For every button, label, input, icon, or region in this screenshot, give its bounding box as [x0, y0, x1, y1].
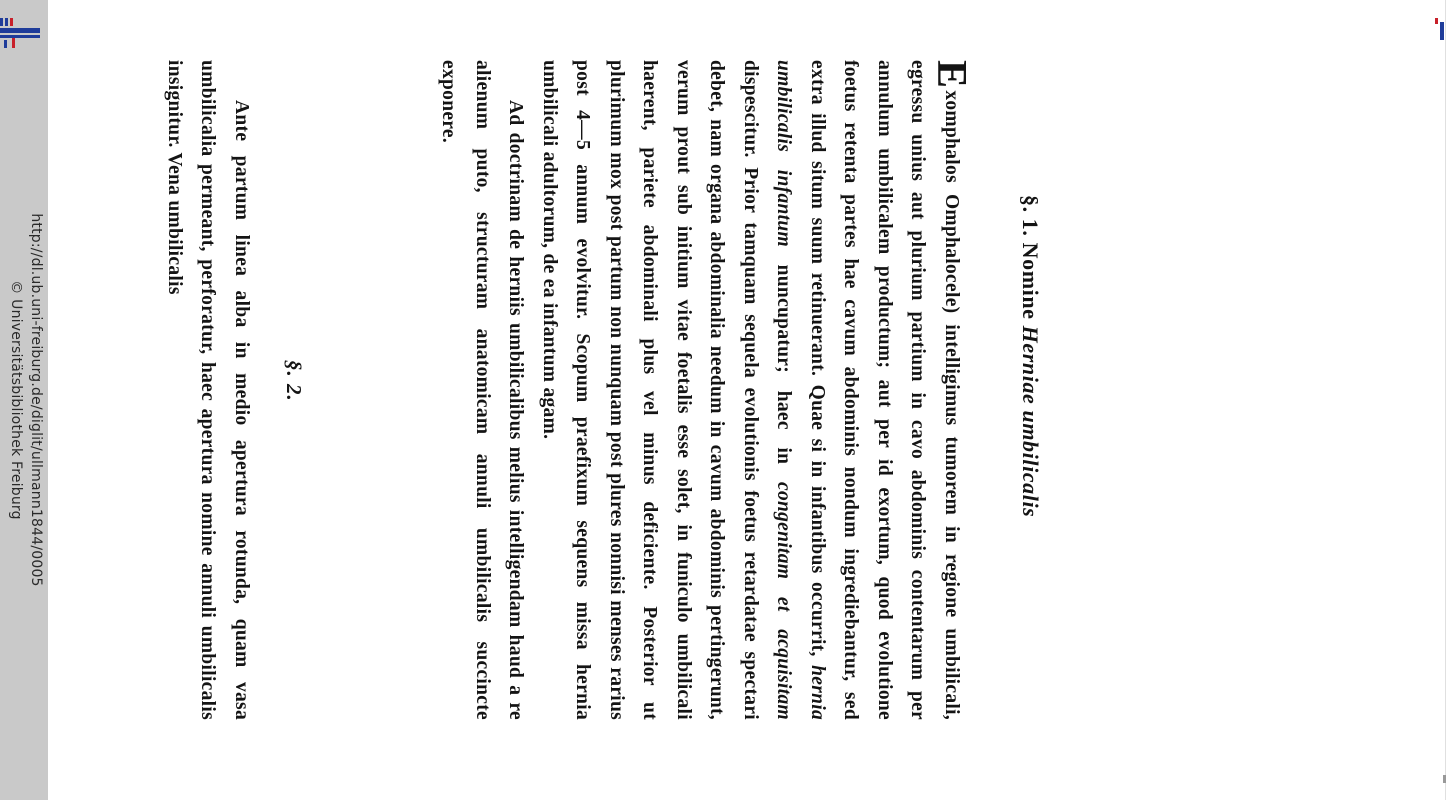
- section-1-number: §. 1.: [1018, 195, 1043, 237]
- drop-initial: E: [928, 60, 974, 89]
- section-1-title: Nomine: [1018, 242, 1043, 320]
- page-edge-marks: [1433, 0, 1448, 800]
- paragraph-1-part-b: nuncupatur; haec in: [773, 264, 795, 465]
- paragraph-3: Ante partum linea alba in medio apertura rotunda, quam vasa umbilicalia permeant, perforatur, haec apertura nomine annuli umbilicalis insignitur. Vena umbilicalis: [164, 60, 252, 720]
- section-2-heading: §. 2.: [282, 360, 306, 402]
- section-1-heading: [1016, 195, 1044, 715]
- credit-text: [2, 10, 46, 790]
- paragraph-1-italic-2: congenitam et acquisitam: [773, 481, 795, 720]
- section-2-body: [158, 60, 259, 720]
- rotated-book-page: [144, 60, 1044, 740]
- paragraph-1-part-c: dispescitur. Prior tamquam sequela evolutionis foetus retardatae spectari debet, nam organa abdominalia needum in cavum abdominis pertingerunt, verum prout sub initium vitae foetalis esse solet, in funiculo umbilicali haerent, pariete abdominali plus vel minus deficiente. Posterior ut plurimum mox post partum non nunquam post plures nonnisi menses rarius post 4—5 annum evolvitur. Scopum praefixum sequens missa hernia umbilicali adultorum, de ea infantum agam.: [539, 60, 761, 720]
- credit-owner: © Universitätsbibliothek Freiburg: [8, 280, 24, 520]
- paragraph-1-part-a: xomphalos Omphalocele) intelligimus tumorem in regione umbilicali, egressu unius aut plurium partium in cavo abdominis contentarum per annulum umbilicalem productum; aut per id exortum, quod evolutione foetus retenta partes hae cavum abdominis nondum ingrediebantur, sed extra illud situm suum retinuerant. Quae si in infantibus occurrit,: [807, 60, 962, 720]
- paragraph-1-italic-1: hernia umbilicalis infantum: [773, 60, 828, 720]
- paragraph-2: Ad doctrinam de herniis umbilicalibus melius intelligendam haud a re alienum puto, structuram anatomicam annuli umbilicalis succincte exponere.: [438, 60, 527, 720]
- section-1-body: [432, 60, 974, 720]
- credit-url[interactable]: http://dl.ub.uni-freiburg.de/diglit/ullmann1844/0005: [28, 213, 44, 587]
- university-library-logo-icon: [0, 18, 42, 52]
- section-1-title-italic: Herniae umbilicalis: [1018, 325, 1043, 518]
- credit-sidebar: [0, 0, 48, 800]
